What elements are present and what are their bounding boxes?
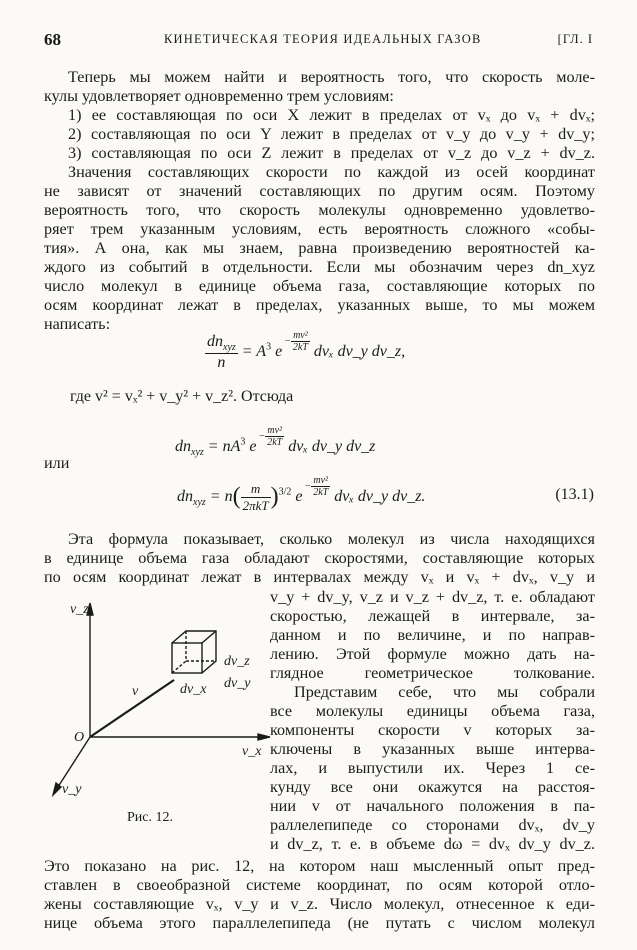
text-line: осям координат лежат в пределах, указанных выше, то мы можем xyxy=(44,296,595,314)
text-line: тия». А она, как мы знаем, равна произведению вероятностей ка- xyxy=(44,239,595,257)
equation-1: $\frac{dn_{xyz}}{n}$ = $A^3$ e− $\frac{\text{mv²}}{2kT}$ dvₓ dv_y dv_z, xyxy=(207,330,406,371)
text-line: глядное геометрическое толкование. xyxy=(270,664,595,682)
text-line: в единице объема газа обладают скоростями, составляющие которых xyxy=(44,549,595,567)
label-dvx: dv_x xyxy=(180,682,207,697)
text-line: или xyxy=(44,454,70,472)
figure-12-velocity-diagram xyxy=(44,595,274,845)
text-line: 3) составляющая по оси Z лежит в пределах от v_z до v_z + dv_z. xyxy=(68,144,595,162)
text-line: Представим себе, что мы собрали xyxy=(294,683,595,701)
label-v: v xyxy=(132,684,139,699)
page-number: 68 xyxy=(44,30,61,49)
label-dvz: dv_z xyxy=(224,654,250,669)
text-line: Эта формула показывает, сколько молекул из числа находящихся xyxy=(68,530,595,548)
text-line: написать: xyxy=(44,315,111,333)
text-line: все молекулы единицы объема газа, xyxy=(270,702,595,720)
text-line: нии v от начального положения в па- xyxy=(270,797,595,815)
text-line: v_y + dv_y, v_z и v_z + dv_z, т. е. обладают xyxy=(270,588,595,606)
label-vz: v_z xyxy=(70,602,89,617)
text-line: данном и по величине, и по направ- xyxy=(270,626,595,644)
text-line: кулы удовлетворяет одновременно трем условиям: xyxy=(44,87,394,105)
text-line: 1) ее составляющая по оси X лежит в пределах от vₓ до vₓ + dvₓ; xyxy=(68,106,595,124)
text-line: 2) составляющая по оси Y лежит в пределах от v_y до v_y + dv_y; xyxy=(68,125,595,143)
figure-caption: Рис. 12. xyxy=(127,810,173,825)
text-line: и dv_z, т. е. в объеме dω = dvₓ dv_y dv_z. xyxy=(270,835,595,853)
running-header xyxy=(44,30,593,50)
text-line: компоненты скорости v которых за- xyxy=(270,721,595,739)
equation-2: $dn_{xyz} = nA^3$ e− $\frac{\text{mv²}}{2kT}$ dvₓ dv_y dv_z xyxy=(175,425,376,458)
text-line: лению. Этой формуле можно дать на- xyxy=(270,645,595,663)
label-dvy: dv_y xyxy=(224,676,251,691)
label-vy: v_y xyxy=(62,782,82,797)
text-line: ставлен в своеобразной системе координат, по осям которой отло- xyxy=(44,876,595,894)
text-line: Значения составляющих скорости по каждой из осей координат xyxy=(68,163,595,181)
equation-3: $dn_{xyz} = n$( $\frac{m}{\text{2πkT}}$ )$^{3/2}$ e− $\frac{\text{mv²}}{2kT}$ dvₓ dv_y dv_z. xyxy=(177,475,426,513)
text-line: ждого из событий в отдельности. Если мы обозначим через dn_xyz xyxy=(44,258,595,276)
text-line: раллелепипеде со сторонами dvₓ, dv_y xyxy=(270,816,595,834)
text-line: ключены в указанных выше интерва- xyxy=(270,740,595,758)
equation-number: (13.1) xyxy=(555,486,594,503)
text-line: нице объема этого параллелепипеда (не путать с числом молекул xyxy=(44,914,595,932)
label-vx: v_x xyxy=(242,744,262,759)
text-line: не зависят от значений составляющих по другим осям. Поэтому xyxy=(44,182,595,200)
text-line: жены составляющие vₓ, v_y и v_z. Число молекул, отнесенное к еди- xyxy=(44,895,595,913)
running-title: КИНЕТИЧЕСКАЯ ТЕОРИЯ ИДЕАЛЬНЫХ ГАЗОВ xyxy=(164,32,482,46)
chapter-marker: [ГЛ. I xyxy=(557,32,593,46)
text-line: ряет трем указанным условиям, есть вероятность сложного «собы- xyxy=(44,220,595,238)
text-line: скоростью, лежащей в интервале, за- xyxy=(270,607,595,625)
text-line: число молекул в единице объема газа, составляющие которых по xyxy=(44,277,595,295)
text-line: кунду все они окажутся на расстоя- xyxy=(270,778,595,796)
label-origin: O xyxy=(74,730,85,745)
text-line: вероятность того, что скорость молекулы одновременно удовлетво- xyxy=(44,201,595,219)
text-line: лах, и выпустили их. Через 1 се- xyxy=(270,759,595,777)
text-line: Теперь мы можем найти и вероятность того, что скорость моле- xyxy=(68,68,595,86)
text-line: где v² = vₓ² + v_y² + v_z². Отсюда xyxy=(70,388,294,405)
text-line: по осям координат лежат в интервалах между vₓ и vₓ + dvₓ, v_y и xyxy=(44,568,595,586)
text-line: Это показано на рис. 12, на котором наш мысленный опыт пред- xyxy=(44,857,595,875)
